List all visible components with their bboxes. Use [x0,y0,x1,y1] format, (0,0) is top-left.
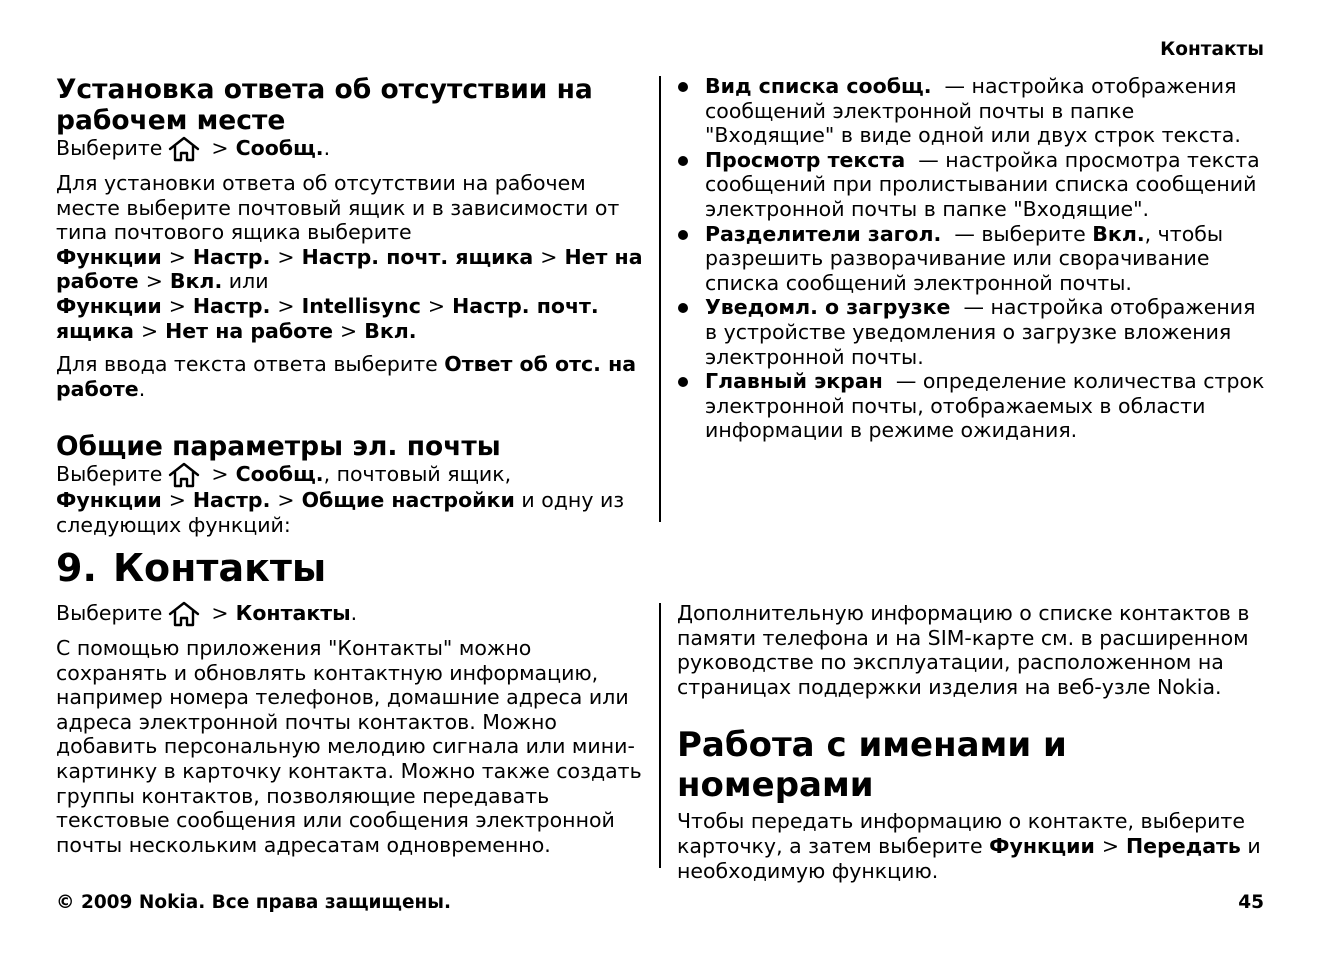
list-item: Главный экран — определение количества строк электронной почты, отображаемых в области информации в режиме ожидания. [677,369,1267,443]
paragraph-select-contacts: Выберите > Контакты. [56,601,358,625]
footer-copyright: © 2009 Nokia. Все права защищены. [56,892,452,913]
list-item: Уведомл. о загрузке — настройка отображения в устройстве уведомления о загрузке вложения электронной почты. [677,295,1267,369]
column-divider-top [659,76,661,522]
section-heading-general-email: Общие параметры эл. почты [56,431,501,463]
settings-bullet-list [677,74,1267,443]
paragraph-contacts-intro: С помощью приложения "Контакты" можно сохранять и обновлять контактную информацию, например номера телефонов, домашние адреса или адреса электронной почты контактов. Можно добавить персональную мелодию сигнала или мини-картинку в карточку контакта. Можно также создать группы контактов, позволяющие передавать текстовые сообщения или сообщения электронной почты нескольким адресатам одновременно. [56,636,642,857]
bullet-icon [678,377,688,387]
home-icon [167,136,201,162]
column-divider-bottom [659,603,661,868]
home-icon [167,601,201,627]
paragraph-out-of-office-path: Для установки ответа об отсутствии на рабочем месте выберите почтовый ящик и в зависимости от типа почтового ящика выберите Функции > Настр. > Настр. почт. ящика > Нет на работе > Вкл. или Функции > Настр. > Intellisync > Настр. почт. ящика > Нет на работе > Вкл. [56,171,643,343]
bullet-icon [678,303,688,313]
paragraph-select-messages: Выберите > Сообщ.. [56,136,331,160]
section-heading-names-numbers: Работа с именами и номерами [677,725,1067,806]
list-item: Разделители загол. — выберите Вкл., чтобы разрешить разворачивание или сворачивание списка сообщений электронной почты. [677,222,1267,296]
bullet-icon [678,82,688,92]
paragraph-general-email: Выберите > Сообщ., почтовый ящик, Функции > Настр. > Общие настройки и одну из следующих функций: [56,462,625,537]
paragraph-reply-text: Для ввода текста ответа выберите Ответ об отс. на работе. [56,352,637,401]
section-heading-out-of-office: Установка ответа об отсутствии на рабочем месте [56,74,593,136]
list-item: Просмотр текста — настройка просмотра текста сообщений при пролистывании списка сообщений электронной почты в папке "Входящие". [677,148,1267,222]
chapter-number: 9. [56,546,97,590]
right-top-column [677,74,1267,443]
home-icon [167,462,201,488]
running-header: Контакты [1160,39,1264,60]
left-bottom-column [56,601,646,857]
paragraph-send-contact: Чтобы передать информацию о контакте, выберите карточку, а затем выберите Функции > Передать и необходимую функцию. [677,809,1261,883]
chapter-heading [56,545,326,591]
right-bottom-column [677,601,1267,883]
page-number: 45 [1238,892,1264,913]
bullet-icon [678,156,688,166]
left-top-column [56,74,648,538]
bullet-icon [678,230,688,240]
list-item: Вид списка сообщ. — настройка отображения сообщений электронной почты в папке "Входящие" в виде одной или двух строк текста. [677,74,1267,148]
paragraph-more-info: Дополнительную информацию о списке контактов в памяти телефона и на SIM-карте см. в расширенном руководстве по эксплуатации, расположенном на страницах поддержки изделия на веб-узле Nokia. [677,601,1250,699]
chapter-title: Контакты [113,546,327,590]
